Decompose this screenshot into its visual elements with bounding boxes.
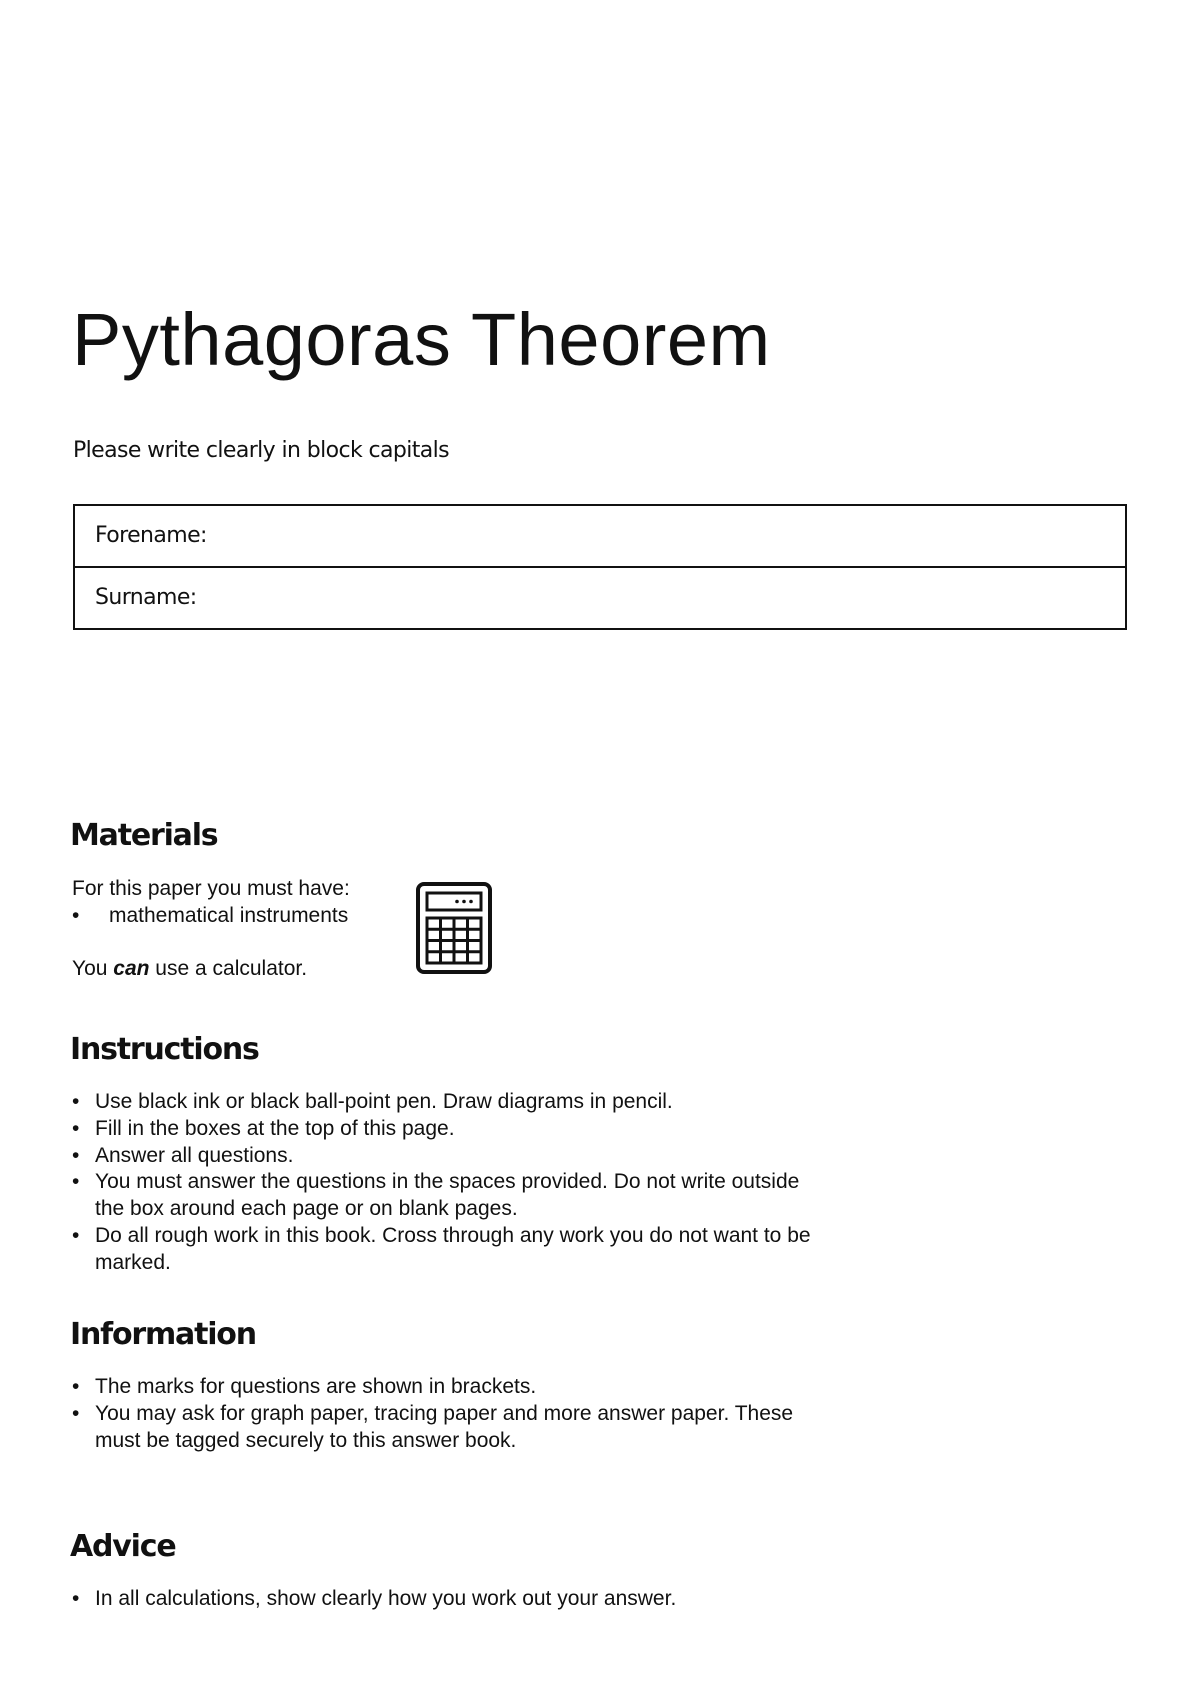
advice-list [72, 1586, 832, 1613]
calculator-note-emphasis: can [113, 957, 150, 980]
page-title: Pythagoras Theorem [72, 298, 771, 381]
surname-label: Surname: [95, 585, 197, 610]
materials-list [72, 902, 348, 929]
calculator-note-prefix: You [72, 957, 114, 980]
information-item: • You may ask for graph paper, tracing paper and more answer paper. These must be tagged securely to this answer book. [72, 1401, 832, 1455]
block-capitals-note: Please write clearly in block capitals [73, 438, 450, 463]
materials-heading: Materials [70, 818, 218, 853]
instructions-heading: Instructions [70, 1032, 259, 1067]
instructions-item: • You must answer the questions in the spaces provided. Do not write outside the box around each page or on blank pages. [72, 1169, 832, 1223]
calculator-icon [416, 882, 492, 974]
instructions-item: • Answer all questions. [72, 1143, 832, 1170]
advice-heading: Advice [70, 1529, 176, 1564]
materials-item: • mathematical instruments [72, 902, 348, 929]
information-item: • The marks for questions are shown in brackets. [72, 1374, 832, 1401]
advice-item: • In all calculations, show clearly how you work out your answer. [72, 1586, 832, 1613]
calculator-note [72, 955, 307, 982]
instructions-item: • Fill in the boxes at the top of this page. [72, 1116, 832, 1143]
instructions-list [72, 1089, 832, 1277]
instructions-item: • Do all rough work in this book. Cross through any work you do not want to be marked. [72, 1223, 832, 1277]
information-list [72, 1374, 832, 1454]
instructions-item: • Use black ink or black ball-point pen. Draw diagrams in pencil. [72, 1089, 832, 1116]
calculator-note-suffix: use a calculator. [149, 957, 308, 980]
information-heading: Information [70, 1317, 256, 1352]
forename-label: Forename: [95, 523, 207, 548]
candidate-name-box [73, 504, 1127, 630]
surname-field[interactable] [75, 568, 1125, 630]
materials-intro: For this paper you must have: [72, 877, 350, 900]
forename-field[interactable] [75, 506, 1125, 568]
